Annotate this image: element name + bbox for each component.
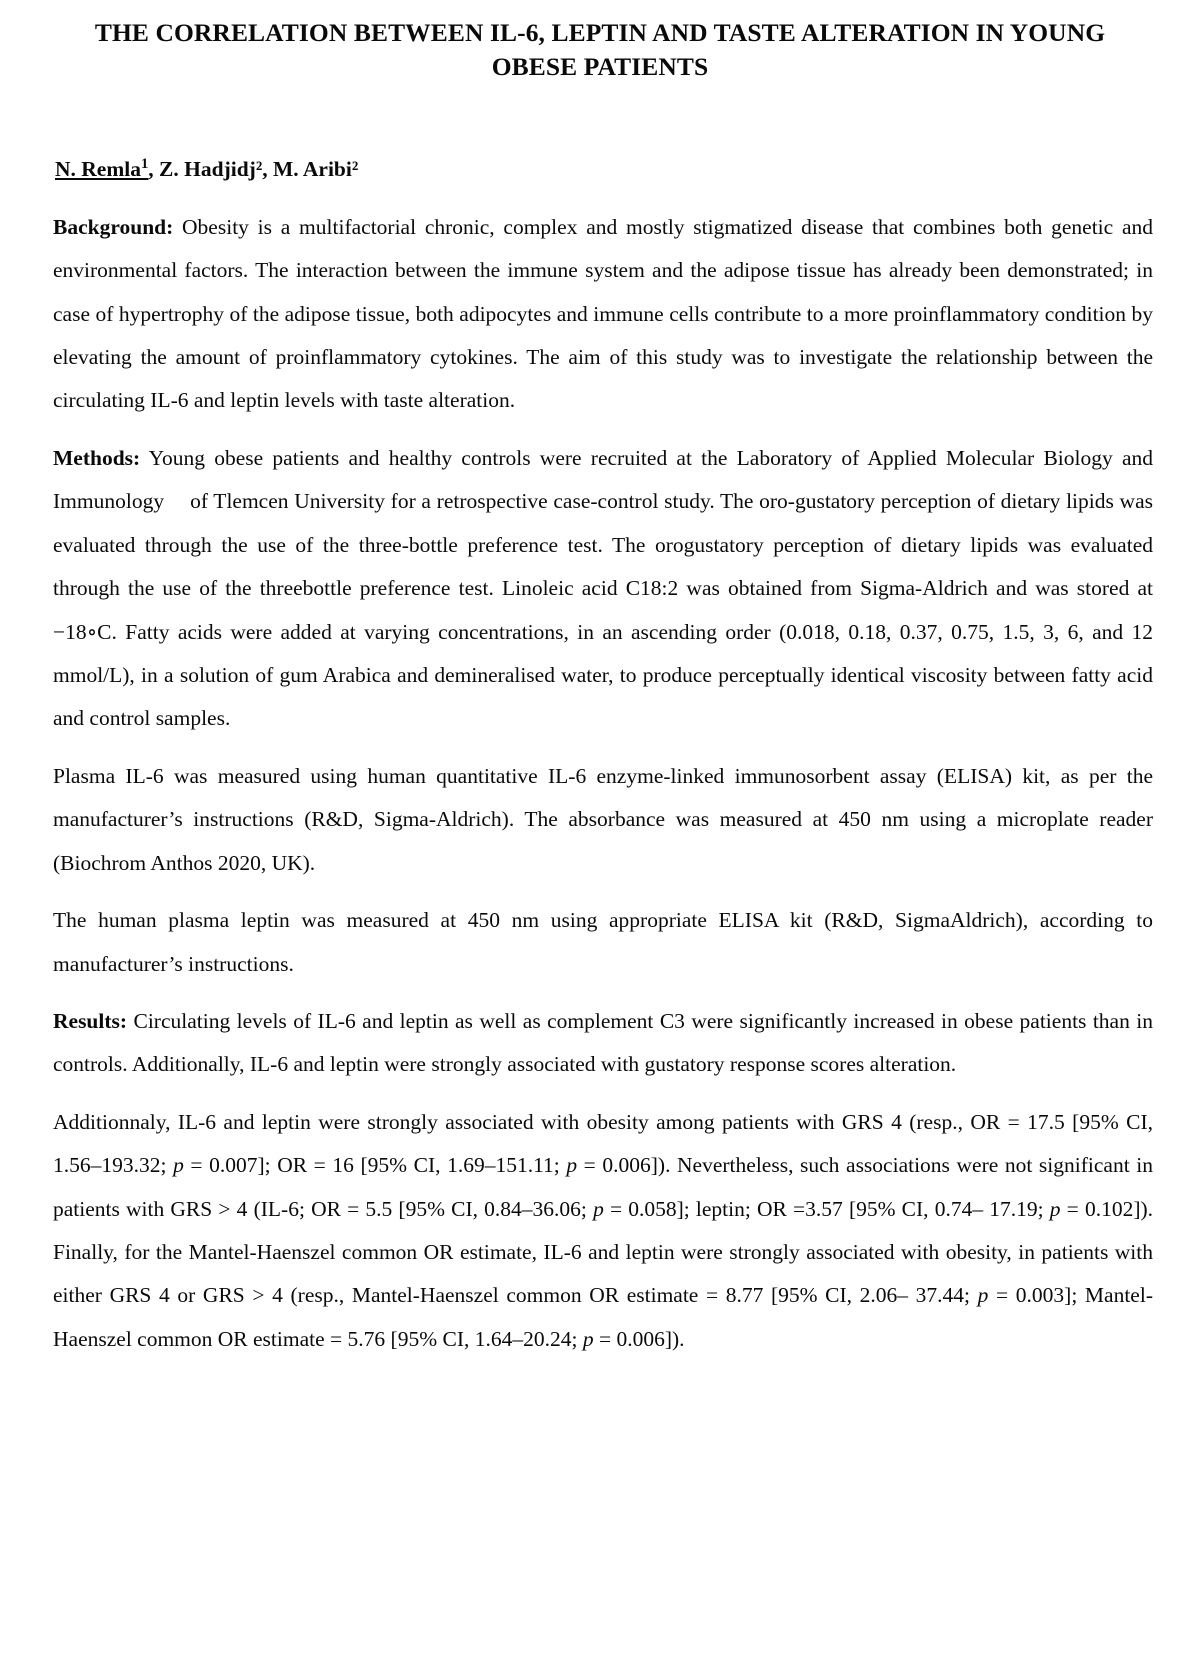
results-paragraph xyxy=(53,1000,1153,1087)
leptin-assay-text: The human plasma leptin was measured at 450 nm using appropriate ELISA kit (R&D, SigmaAldrich), according to manufacturer’s instructions. xyxy=(53,908,1153,976)
methods-label: Methods: xyxy=(53,445,141,470)
p-value-symbol-4: p xyxy=(1049,1196,1061,1221)
stats-text-3: = 0.006]). Nevertheless, such associations were not significant in patients with GRS > 4 (IL-6; OR = 5.5 [95% CI, 0.84–36.06; xyxy=(53,1153,1153,1221)
page-title: THE CORRELATION BETWEEN IL-6, LEPTIN AND TASTE ALTERATION IN YOUNG OBESE PATIENTS xyxy=(94,18,1106,81)
background-paragraph xyxy=(53,206,1153,423)
stats-text-7: = 0.006]). xyxy=(593,1326,685,1351)
coauthors-text: , Z. Hadjidj², M. Aribi² xyxy=(148,156,359,181)
background-text: Obesity is a multifactorial chronic, complex and mostly stigmatized disease that combines both genetic and environmental factors. The interaction between the immune system and the adipose tissue has already been demonstrated; in case of hypertrophy of the adipose tissue, both adipocytes and immune cells contribute to a more proinflammatory condition by elevating the amount of proinflammatory cytokines. The aim of this study was to investigate the relationship between the circulating IL-6 and leptin levels with taste alteration. xyxy=(53,214,1153,413)
first-author-text: N. Remla xyxy=(55,156,141,181)
author-line xyxy=(55,156,1153,184)
background-label: Background: xyxy=(53,214,174,239)
methods-text-part2: of Tlemcen University for a retrospective case-control study. The oro-gustatory perception of dietary lipids was evaluated through the use of the three-bottle preference test. The orogustatory perception of dietary lipids was evaluated through the use of the threebottle preference test. Linoleic acid C18:2 was obtained from Sigma-Aldrich and was stored at −18∘C. Fatty acids were added at varying concentrations, in an ascending order (0.018, 0.18, 0.37, 0.75, 1.5, 3, 6, and 12 mmol/L), in a solution of gum Arabica and demineralised water, to produce perceptually identical viscosity between fatty acid and control samples. xyxy=(53,489,1153,731)
p-value-symbol-1: p xyxy=(173,1153,184,1178)
p-value-symbol-5: p xyxy=(977,1283,989,1308)
p-value-symbol-2: p xyxy=(566,1153,578,1178)
methods-paragraph xyxy=(53,437,1153,741)
stats-text-2: = 0.007]; OR = 16 [95% CI, 1.69–151.11; xyxy=(183,1153,567,1178)
results-statistics-paragraph xyxy=(53,1101,1153,1362)
leptin-assay-paragraph xyxy=(53,899,1153,986)
il6-assay-text: Plasma IL-6 was measured using human quantitative IL-6 enzyme-linked immunosorbent assay (ELISA) kit, as per the manufacturer’s instructions (R&D, Sigma-Aldrich). The absorbance was measured at 450 nm using a microplate reader (Biochrom Anthos 2020, UK). xyxy=(53,763,1153,875)
first-author-affiliation-marker: 1 xyxy=(140,155,149,172)
stats-text-6: = 0.003]; Mantel-Haenszel common OR estimate = 5.76 [95% CI, 1.64–20.24; xyxy=(53,1283,1153,1351)
results-label: Results: xyxy=(53,1008,128,1033)
results-text: Circulating levels of IL-6 and leptin as well as complement C3 were significantly increased in obese patients than in controls. Additionally, IL-6 and leptin were strongly associated with gustatory response scores alteration. xyxy=(53,1008,1153,1077)
il6-assay-paragraph xyxy=(53,755,1153,885)
first-author-name xyxy=(55,157,148,181)
methods-text-part1: Young obese patients and healthy controls were recruited at the Laboratory of Applied Molecular Biology and Immunology xyxy=(53,445,1153,514)
stats-text-1: Additionnaly, IL-6 and leptin were strongly associated with obesity among patients with GRS 4 (resp., OR = 17.5 [95% CI, 1.56–193.32; xyxy=(53,1109,1153,1178)
stats-text-4: = 0.058]; leptin; OR =3.57 [95% CI, 0.74– 17.19; xyxy=(603,1196,1050,1221)
p-value-symbol-3: p xyxy=(593,1196,604,1221)
stats-text-5: = 0.102]). Finally, for the Mantel-Haenszel common OR estimate, IL-6 and leptin were strongly associated with obesity, in patients with either GRS 4 or GRS > 4 (resp., Mantel-Haenszel common OR estimate = 8.77 [95% CI, 2.06– 37.44; xyxy=(53,1196,1154,1308)
p-value-symbol-6: p xyxy=(582,1326,594,1351)
